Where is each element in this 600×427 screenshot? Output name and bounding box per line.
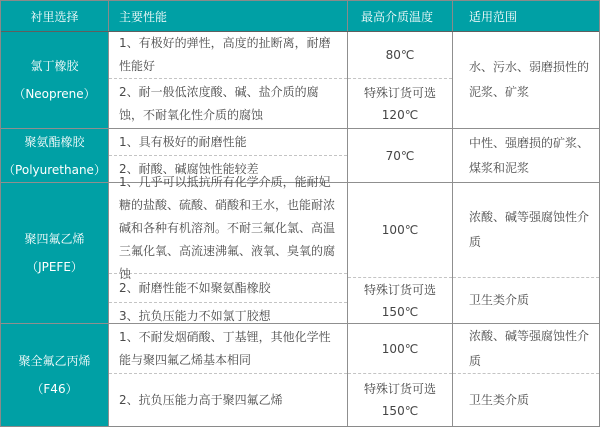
header-max-temp: 最高介质温度 (348, 1, 453, 31)
performance-item: 2、耐一般低浓度酸、碱、盐介质的腐蚀，不耐氧化性介质的腐蚀 (119, 85, 319, 122)
application-range: 浓酸、碱等强腐蚀性介质 (453, 324, 599, 374)
temp-cell (348, 324, 453, 426)
application-range: 卫生类介质 (469, 392, 530, 407)
temp-value: 80℃ (348, 32, 452, 79)
table-row-f46 (1, 324, 599, 426)
application-cell (453, 324, 599, 426)
material-name: 聚氨酯橡胶 (24, 134, 85, 149)
table-row-ptfe (1, 174, 599, 324)
material-name: 聚四氟乙烯 (24, 232, 85, 246)
application-cell (453, 129, 599, 182)
material-name: 氯丁橡胶 (30, 59, 79, 73)
temp-value: 100℃ (348, 183, 452, 278)
temp-cell (348, 32, 453, 128)
performance-item: 2、耐酸、碱腐蚀性能较差 (119, 162, 259, 176)
material-name-en: （Neoprene） (13, 87, 96, 101)
temp-special-order (348, 374, 452, 426)
material-cell (1, 183, 109, 323)
temp-value: 150℃ (381, 304, 419, 319)
temp-special-order (348, 79, 452, 128)
table-header-row (1, 1, 599, 32)
performance-item: 1、具有极好的耐磨性能 (109, 129, 347, 156)
header-performance: 主要性能 (109, 1, 348, 31)
performance-cell (109, 32, 348, 128)
application-range: 水、污水、弱磨损性的泥浆、矿浆 (469, 60, 590, 99)
performance-item: 1、几乎可以抵抗所有化学介质，能耐妃糖的盐酸、硫酸、硝酸和王水，也能耐浓碱和各种有机溶剂。不耐三氟化氯、高温三氟化氧、高流速沸氟、液氧、臭氧的腐蚀 (109, 183, 347, 274)
temp-value: 120℃ (381, 107, 419, 122)
application-cell (453, 183, 599, 323)
temp-special-order (348, 278, 452, 323)
table-row-neoprene (1, 32, 599, 129)
material-cell (1, 324, 109, 426)
performance-item: 2、耐磨性能不如聚氨酯橡胶 (109, 274, 347, 303)
performance-item: 1、不耐发烟硝酸、丁基锂，其他化学性能与聚四氟乙烯基本相同 (109, 324, 347, 374)
temp-cell (348, 129, 453, 182)
performance-item: 2、抗负压能力高于聚四氟乙烯 (119, 392, 283, 407)
application-range: 浓酸、碱等强腐蚀性介质 (453, 183, 599, 278)
header-lining: 衬里选择 (1, 1, 109, 31)
application-range: 中性、强磨损的矿浆、煤浆和泥浆 (469, 136, 590, 175)
application-range: 卫生类介质 (469, 293, 530, 307)
application-cell (453, 32, 599, 128)
material-name-en: （JPEFE） (26, 260, 83, 274)
performance-cell (109, 324, 348, 426)
special-order-label: 特殊订货可选 (363, 85, 436, 100)
material-name: 聚全氟乙丙烯 (18, 354, 91, 368)
performance-cell (109, 174, 348, 323)
performance-item: 3、抗负压能力不如氯丁胶想 (119, 309, 271, 323)
material-cell (1, 129, 109, 182)
temp-value: 100℃ (348, 324, 452, 374)
special-order-label: 特殊订货可选 (363, 382, 436, 396)
material-cell (1, 32, 109, 128)
performance-item: 1、有极好的弹性，高度的扯断离，耐磨性能好 (109, 32, 347, 79)
temp-value: 70℃ (385, 148, 415, 163)
special-order-label: 特殊订货可选 (363, 282, 436, 297)
material-name-en: （F46） (31, 382, 78, 396)
header-application: 适用范围 (469, 9, 518, 24)
material-name-en: （Polyurethane） (3, 162, 106, 177)
temp-cell (348, 183, 453, 323)
temp-value: 150℃ (381, 404, 419, 418)
